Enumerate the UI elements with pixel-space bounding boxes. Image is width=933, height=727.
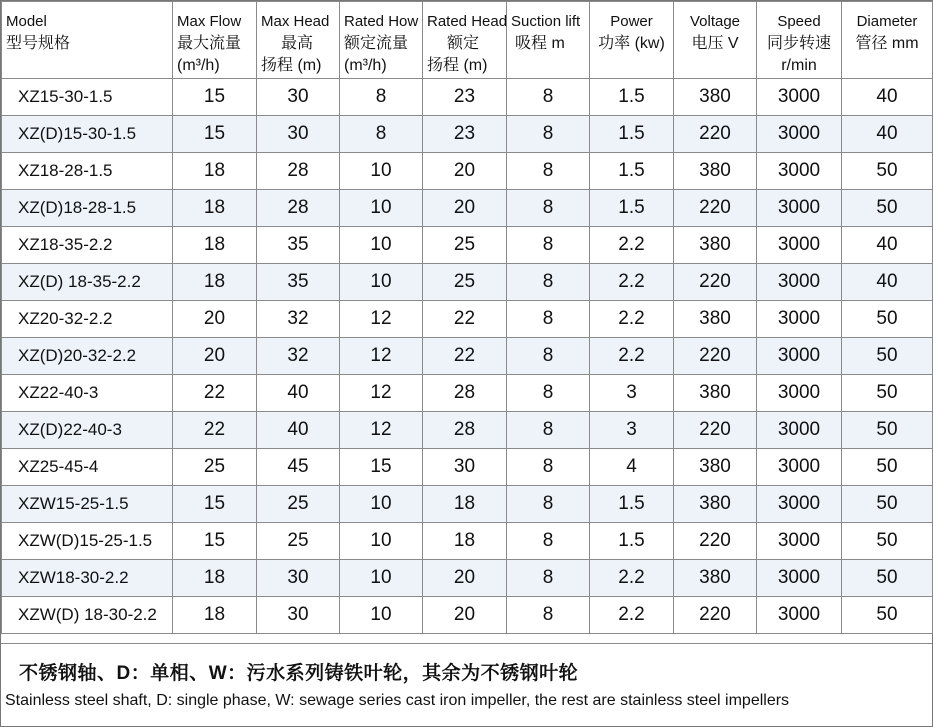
cell-power: 3: [590, 412, 674, 449]
header-label-cn: 额定: [447, 35, 480, 52]
cell-suction-lift: 8: [507, 375, 590, 412]
cell-suction-lift: 8: [507, 597, 590, 634]
cell-speed: 3000: [757, 153, 842, 190]
cell-diameter: 40: [842, 227, 933, 264]
cell-power: 1.5: [590, 190, 674, 227]
cell-rated-head: 20: [423, 597, 507, 634]
cell-voltage: 380: [674, 449, 757, 486]
header-row: [2, 2, 933, 79]
cell-max-head: 35: [257, 227, 340, 264]
cell-max-head: 25: [257, 523, 340, 560]
header-label-en: Suction lift: [511, 13, 581, 30]
cell-rated-flow: 12: [340, 412, 423, 449]
cell-voltage: 380: [674, 227, 757, 264]
header-label-cn: 型号规格: [6, 35, 71, 52]
cell-model: XZW(D)15-25-1.5: [2, 523, 173, 560]
cell-voltage: 220: [674, 116, 757, 153]
cell-max-head: 40: [257, 412, 340, 449]
cell-max-head: 30: [257, 560, 340, 597]
table-row: [2, 375, 933, 412]
cell-rated-head: 22: [423, 338, 507, 375]
cell-voltage: 380: [674, 375, 757, 412]
cell-diameter: 50: [842, 301, 933, 338]
cell-max-head: 28: [257, 190, 340, 227]
cell-voltage: 380: [674, 560, 757, 597]
header-label-cn: 最大流量: [177, 35, 242, 52]
cell-max-head: 40: [257, 375, 340, 412]
cell-rated-flow: 10: [340, 523, 423, 560]
cell-speed: 3000: [757, 79, 842, 116]
cell-speed: 3000: [757, 116, 842, 153]
cell-speed: 3000: [757, 301, 842, 338]
header-label-en: Power: [610, 13, 653, 30]
cell-model: XZ22-40-3: [2, 375, 173, 412]
header-voltage: [674, 2, 757, 79]
cell-diameter: 50: [842, 486, 933, 523]
cell-diameter: 50: [842, 375, 933, 412]
header-label-en: Max Flow: [177, 13, 242, 30]
cell-rated-head: 28: [423, 375, 507, 412]
cell-power: 2.2: [590, 560, 674, 597]
table-row: [2, 560, 933, 597]
cell-diameter: 50: [842, 153, 933, 190]
cell-speed: 3000: [757, 523, 842, 560]
cell-speed: 3000: [757, 597, 842, 634]
header-suction-lift: [507, 2, 590, 79]
cell-rated-flow: 12: [340, 338, 423, 375]
cell-suction-lift: 8: [507, 486, 590, 523]
cell-voltage: 220: [674, 412, 757, 449]
cell-max-flow: 25: [173, 449, 257, 486]
table-row: [2, 486, 933, 523]
cell-rated-flow: 10: [340, 264, 423, 301]
cell-diameter: 40: [842, 264, 933, 301]
cell-rated-flow: 8: [340, 116, 423, 153]
cell-model: XZ(D)18-28-1.5: [2, 190, 173, 227]
cell-suction-lift: 8: [507, 412, 590, 449]
cell-model: XZW(D) 18-30-2.2: [2, 597, 173, 634]
header-rated-flow: [340, 2, 423, 79]
header-label-en: Speed: [777, 13, 821, 30]
header-max-head: [257, 2, 340, 79]
cell-model: XZW15-25-1.5: [2, 486, 173, 523]
cell-max-flow: 15: [173, 79, 257, 116]
cell-suction-lift: 8: [507, 116, 590, 153]
header-unit: (m³/h): [177, 57, 220, 74]
cell-suction-lift: 8: [507, 190, 590, 227]
cell-diameter: 50: [842, 597, 933, 634]
header-label-cn: 同步转速: [766, 35, 831, 52]
cell-speed: 3000: [757, 338, 842, 375]
cell-max-head: 25: [257, 486, 340, 523]
cell-max-head: 30: [257, 116, 340, 153]
cell-rated-head: 23: [423, 79, 507, 116]
cell-max-flow: 15: [173, 116, 257, 153]
cell-speed: 3000: [757, 227, 842, 264]
cell-max-flow: 18: [173, 227, 257, 264]
cell-diameter: 50: [842, 560, 933, 597]
table-row: [2, 412, 933, 449]
table-header: [2, 2, 933, 79]
header-label-en: Max Head: [261, 13, 330, 30]
cell-power: 4: [590, 449, 674, 486]
cell-model: XZW18-30-2.2: [2, 560, 173, 597]
cell-power: 2.2: [590, 338, 674, 375]
cell-rated-flow: 15: [340, 449, 423, 486]
header-label-en: Model: [6, 13, 47, 30]
cell-rated-head: 18: [423, 486, 507, 523]
header-power: [590, 2, 674, 79]
cell-rated-flow: 10: [340, 190, 423, 227]
cell-power: 2.2: [590, 301, 674, 338]
header-model: [2, 2, 173, 79]
cell-voltage: 220: [674, 523, 757, 560]
cell-model: XZ18-28-1.5: [2, 153, 173, 190]
cell-max-head: 32: [257, 338, 340, 375]
cell-max-flow: 18: [173, 190, 257, 227]
header-speed: [757, 2, 842, 79]
footnote-en: Stainless steel shaft, D: single phase, W: sewage series cast iron impeller, the rest are stainless steel impellers: [5, 692, 790, 709]
cell-diameter: 40: [842, 79, 933, 116]
table-row: [2, 227, 933, 264]
cell-power: 1.5: [590, 79, 674, 116]
cell-power: 1.5: [590, 486, 674, 523]
cell-rated-head: 23: [423, 116, 507, 153]
table-row: [2, 79, 933, 116]
cell-voltage: 220: [674, 264, 757, 301]
cell-model: XZ20-32-2.2: [2, 301, 173, 338]
cell-voltage: 380: [674, 486, 757, 523]
cell-rated-flow: 8: [340, 79, 423, 116]
cell-suction-lift: 8: [507, 227, 590, 264]
header-label-en: Rated Head: [427, 13, 508, 30]
cell-max-flow: 22: [173, 412, 257, 449]
cell-max-flow: 18: [173, 153, 257, 190]
cell-suction-lift: 8: [507, 264, 590, 301]
cell-power: 1.5: [590, 523, 674, 560]
cell-speed: 3000: [757, 375, 842, 412]
table-row: [2, 264, 933, 301]
cell-model: XZ(D)20-32-2.2: [2, 338, 173, 375]
header-label-cn: 额定流量: [344, 35, 409, 52]
cell-diameter: 50: [842, 338, 933, 375]
cell-rated-head: 20: [423, 153, 507, 190]
header-max-flow: [173, 2, 257, 79]
cell-rated-head: 20: [423, 560, 507, 597]
cell-suction-lift: 8: [507, 338, 590, 375]
header-unit: r/min: [781, 57, 817, 74]
cell-max-flow: 15: [173, 486, 257, 523]
cell-rated-flow: 10: [340, 486, 423, 523]
cell-max-flow: 18: [173, 560, 257, 597]
table-row: [2, 449, 933, 486]
cell-model: XZ18-35-2.2: [2, 227, 173, 264]
cell-speed: 3000: [757, 486, 842, 523]
cell-max-head: 32: [257, 301, 340, 338]
table-row: [2, 153, 933, 190]
cell-power: 2.2: [590, 264, 674, 301]
cell-rated-head: 18: [423, 523, 507, 560]
cell-max-flow: 20: [173, 338, 257, 375]
cell-voltage: 380: [674, 301, 757, 338]
cell-model: XZ(D) 18-35-2.2: [2, 264, 173, 301]
table-row: [2, 597, 933, 634]
header-label-en: Voltage: [689, 13, 741, 30]
header-label-en: Rated How: [344, 13, 419, 30]
cell-rated-head: 22: [423, 301, 507, 338]
cell-rated-head: 25: [423, 264, 507, 301]
cell-max-head: 35: [257, 264, 340, 301]
table-row: [2, 116, 933, 153]
table-row: [2, 190, 933, 227]
cell-voltage: 380: [674, 153, 757, 190]
cell-diameter: 50: [842, 449, 933, 486]
header-unit: 扬程 (m): [261, 57, 322, 74]
table-row: [2, 523, 933, 560]
pump-spec-table: [1, 1, 933, 634]
cell-power: 2.2: [590, 227, 674, 264]
cell-rated-head: 25: [423, 227, 507, 264]
cell-voltage: 380: [674, 79, 757, 116]
cell-max-flow: 18: [173, 597, 257, 634]
cell-max-flow: 15: [173, 523, 257, 560]
header-label-en: Diameter: [856, 13, 918, 30]
cell-max-head: 30: [257, 597, 340, 634]
cell-rated-head: 28: [423, 412, 507, 449]
cell-model: XZ(D)22-40-3: [2, 412, 173, 449]
header-unit: 扬程 (m): [427, 57, 488, 74]
cell-rated-flow: 10: [340, 560, 423, 597]
footnote-cn: 不锈钢轴、D：单相、W：污水系列铸铁叶轮，其余为不锈钢叶轮: [19, 663, 579, 684]
header-diameter: [842, 2, 933, 79]
cell-power: 1.5: [590, 116, 674, 153]
cell-max-flow: 18: [173, 264, 257, 301]
cell-speed: 3000: [757, 449, 842, 486]
cell-suction-lift: 8: [507, 79, 590, 116]
header-label-cn: 功率 (kw): [598, 35, 665, 52]
cell-model: XZ15-30-1.5: [2, 79, 173, 116]
cell-rated-flow: 10: [340, 227, 423, 264]
cell-suction-lift: 8: [507, 523, 590, 560]
cell-diameter: 50: [842, 190, 933, 227]
cell-max-head: 45: [257, 449, 340, 486]
cell-rated-flow: 10: [340, 597, 423, 634]
cell-model: XZ(D)15-30-1.5: [2, 116, 173, 153]
cell-power: 2.2: [590, 597, 674, 634]
cell-model: XZ25-45-4: [2, 449, 173, 486]
header-label-cn: 最高: [281, 35, 314, 52]
cell-suction-lift: 8: [507, 560, 590, 597]
cell-rated-flow: 12: [340, 375, 423, 412]
cell-rated-head: 20: [423, 190, 507, 227]
cell-power: 1.5: [590, 153, 674, 190]
cell-suction-lift: 8: [507, 153, 590, 190]
cell-suction-lift: 8: [507, 449, 590, 486]
cell-rated-head: 30: [423, 449, 507, 486]
cell-suction-lift: 8: [507, 301, 590, 338]
cell-speed: 3000: [757, 190, 842, 227]
cell-rated-flow: 10: [340, 153, 423, 190]
cell-speed: 3000: [757, 264, 842, 301]
table-row: [2, 338, 933, 375]
table-row: [2, 301, 933, 338]
header-unit: (m³/h): [344, 57, 387, 74]
cell-voltage: 220: [674, 190, 757, 227]
cell-max-flow: 20: [173, 301, 257, 338]
cell-rated-flow: 12: [340, 301, 423, 338]
cell-speed: 3000: [757, 560, 842, 597]
header-label-cn: 吸程 m: [515, 35, 565, 52]
table-body: [2, 79, 933, 634]
cell-voltage: 220: [674, 597, 757, 634]
footnote: [1, 643, 932, 727]
cell-max-head: 28: [257, 153, 340, 190]
cell-speed: 3000: [757, 412, 842, 449]
cell-max-head: 30: [257, 79, 340, 116]
cell-diameter: 50: [842, 523, 933, 560]
cell-power: 3: [590, 375, 674, 412]
cell-diameter: 40: [842, 116, 933, 153]
cell-diameter: 50: [842, 412, 933, 449]
header-label-cn: 管径 mm: [855, 35, 919, 52]
header-label-cn: 电压 V: [691, 35, 739, 52]
header-rated-head: [423, 2, 507, 79]
cell-voltage: 220: [674, 338, 757, 375]
cell-max-flow: 22: [173, 375, 257, 412]
